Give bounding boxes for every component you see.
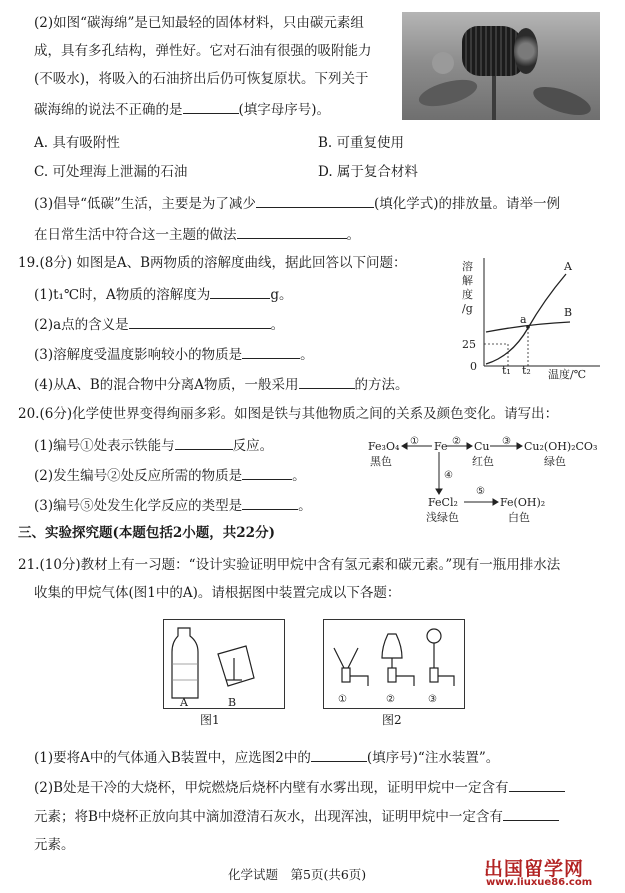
q20-part1 [34, 435, 273, 455]
answer-blank[interactable] [503, 806, 559, 821]
q20-head: 20.(6分)化学使世界变得绚丽多彩。如图是铁与其他物质之间的关系及颜色变化。请写出： [18, 406, 559, 422]
answer-blank[interactable] [237, 224, 347, 239]
q20-text: (2)发生编号②处反应所需的物质是 [34, 468, 243, 484]
funnel-bulb-3 [427, 629, 441, 643]
q19-suffix: g。 [270, 287, 293, 303]
fig2-number-2: ② [386, 694, 395, 705]
fig2-number-3: ③ [428, 694, 437, 705]
q19-part2 [34, 314, 284, 334]
stopper-2 [388, 668, 396, 682]
t2-label: t₂ [522, 364, 531, 377]
tube-3 [438, 676, 454, 686]
cu-color: 红色 [472, 455, 494, 468]
q19-suffix: 。 [300, 347, 314, 363]
arrow-number-2: ② [452, 436, 461, 447]
q18-3-suffix: 。 [346, 227, 360, 243]
stem-shape [492, 74, 496, 120]
arrow-number-3: ③ [502, 436, 511, 447]
answer-blank[interactable] [183, 99, 239, 114]
q18-3-text: 在日常生活中符合这一主题的做法 [34, 227, 237, 243]
answer-blank[interactable] [509, 777, 565, 792]
q18-2-line1: (2)如图“碳海绵”是已知最轻的固体材料，只由碳元素组 [34, 15, 364, 31]
q18-2-line4-suffix: (填字母序号)。 [238, 102, 331, 118]
q21-part2-line2 [34, 806, 559, 826]
q19-suffix: 。 [270, 317, 285, 333]
site-logo [482, 854, 622, 890]
fe3o4-label: Fe₃O₄ [368, 440, 400, 453]
cu-label: Cu [474, 440, 490, 453]
option-b: B. 可重复使用 [318, 135, 405, 151]
stopper-3 [430, 668, 438, 682]
q20-text: (3)编号⑤处发生化学反应的类型是 [34, 498, 243, 514]
answer-blank[interactable] [311, 747, 367, 762]
q21-part2-line3: 元素。 [34, 837, 75, 853]
q21-text: (1)要将A中的气体通入B装置中，应选图2中的 [34, 750, 311, 766]
arrowhead [467, 443, 472, 449]
stopper-1 [342, 668, 350, 682]
curve-label-a: A [564, 260, 572, 273]
q19-text: (1)t₁℃时，A物质的溶解度为 [34, 287, 211, 303]
page-footer: 化学试题 第5页(共6页) [228, 867, 367, 882]
carbon-sponge-photo [402, 12, 600, 120]
point-label: a [520, 313, 527, 326]
leaf-shape [416, 75, 480, 112]
q19-head: 19.(8分) 如图是A、B两物质的溶解度曲线，据此回答以下问题： [18, 255, 407, 271]
answer-blank[interactable] [175, 435, 233, 450]
label-b: B [228, 696, 237, 708]
leaf-shape [530, 81, 594, 120]
xlabel: 温度/℃ [548, 368, 587, 381]
q21-part1 [34, 747, 499, 767]
ylabel-char: 度 [462, 288, 473, 301]
q20-suffix: 。 [298, 498, 312, 514]
fe3o4-color: 黑色 [370, 455, 392, 468]
q19-part1 [34, 284, 292, 304]
arrowhead [517, 443, 522, 449]
answer-blank[interactable] [299, 374, 355, 389]
arrowhead [436, 489, 442, 494]
q21-line2: 收集的甲烷气体(图1中的A)。请根据图中装置完成以下各题： [34, 585, 401, 601]
arrow-number-1: ① [410, 436, 419, 447]
q18-2-line4 [34, 99, 330, 119]
answer-blank[interactable] [242, 465, 292, 480]
funnel-1 [334, 648, 358, 668]
q18-3-line1 [34, 193, 560, 213]
origin-label: 0 [470, 360, 477, 373]
curve-label-b: B [564, 306, 573, 319]
t1-label: t₁ [502, 364, 511, 377]
q20-part2 [34, 465, 306, 485]
option-c: C. 可处理海上泄漏的石油 [34, 164, 188, 180]
fe-label: Fe [434, 440, 448, 453]
solubility-chart [452, 252, 614, 388]
point-a [526, 325, 530, 329]
q21-part2-line1 [34, 777, 565, 797]
arrowhead [402, 443, 407, 449]
answer-blank[interactable] [242, 495, 298, 510]
q19-part3 [34, 344, 314, 364]
fecl2-label: FeCl₂ [428, 496, 458, 509]
separatory-funnel-2 [382, 634, 402, 658]
iron-relation-diagram [364, 436, 614, 526]
figure-2-drawing [324, 620, 464, 708]
section-3-title: 三、实验探究题(本题包括2小题，共22分) [18, 525, 275, 541]
carbon-sponge-end [514, 28, 538, 74]
ylabel-char: 溶 [462, 260, 473, 273]
feoh2-label: Fe(OH)₂ [500, 496, 546, 509]
option-a: A. 具有吸附性 [34, 135, 120, 151]
q21-text: 元素；将B中烧杯正放向其中滴加澄清石灰水，出现浑浊，证明甲烷中一定含有 [34, 809, 503, 825]
label-a: A [180, 696, 188, 708]
fig2-number-1: ① [338, 694, 347, 705]
figure-1-box [163, 619, 285, 709]
q18-2-line4-text: 碳海绵的说法不正确的是 [34, 102, 183, 118]
q21-line1: 21.(10分)教材上有一习题：“设计实验证明甲烷中含有氢元素和碳元素。”现有一瓶用排水法 [18, 557, 561, 573]
ylabel-char: 解 [462, 274, 473, 287]
y-tick-label: 25 [462, 338, 476, 351]
q19-part4 [34, 374, 409, 394]
q20-suffix: 反应。 [232, 438, 274, 454]
feoh2-color: 白色 [508, 511, 530, 524]
q18-2-line3: (不吸水)，将吸入的石油挤出后仍可恢复原状。下列关于 [34, 71, 369, 87]
q20-text: (1)编号①处表示铁能与 [34, 438, 175, 454]
answer-blank[interactable] [256, 193, 374, 208]
q18-3-line2 [34, 224, 360, 244]
arrowhead [493, 499, 498, 505]
q19-suffix: 的方法。 [354, 377, 409, 393]
logo-title: 出国留学网 [484, 858, 585, 880]
q18-3-suffix: (填化学式)的排放量。请举一例 [373, 196, 560, 212]
q19-text: (2)a点的含义是 [34, 317, 129, 333]
cu2oh2co3-label: Cu₂(OH)₂CO₃ [524, 440, 598, 453]
q21-text: (2)B处是干冷的大烧杯，甲烷燃烧后烧杯内壁有水雾出现，证明甲烷中一定含有 [34, 780, 509, 796]
q18-3-text: (3)倡导“低碳”生活，主要是为了减少 [34, 196, 256, 212]
q20-suffix: 。 [292, 468, 306, 484]
answer-blank[interactable] [242, 344, 300, 359]
q18-2-line2: 成，具有多孔结构，弹性好。它对石油有很强的吸附能力 [34, 43, 372, 59]
ylabel-char: /g [462, 302, 473, 315]
option-d: D. 属于复合材料 [318, 164, 418, 180]
figure-1-caption: 图1 [200, 713, 220, 727]
q19-text: (4)从A、B的混合物中分离A物质，一般采用 [34, 377, 299, 393]
cu2oh2co3-color: 绿色 [544, 455, 566, 468]
q21-suffix: (填序号)“注水装置”。 [366, 750, 500, 766]
tube-2 [396, 676, 414, 686]
tube-1 [350, 676, 368, 686]
figure-2-caption: 图2 [382, 713, 402, 727]
arrow-number-5: ⑤ [476, 486, 485, 497]
answer-blank[interactable] [129, 314, 271, 329]
answer-blank[interactable] [210, 284, 270, 299]
gas-bottle-a [172, 628, 198, 698]
arrow-number-4: ④ [444, 470, 453, 481]
q20-part3 [34, 495, 312, 515]
figure-2-box [323, 619, 465, 709]
logo-url: www.liuxue86.com [486, 877, 593, 888]
flower-shape [432, 52, 454, 74]
figure-1-drawing [164, 620, 284, 708]
q19-text: (3)溶解度受温度影响较小的物质是 [34, 347, 243, 363]
fecl2-color: 浅绿色 [426, 511, 459, 524]
